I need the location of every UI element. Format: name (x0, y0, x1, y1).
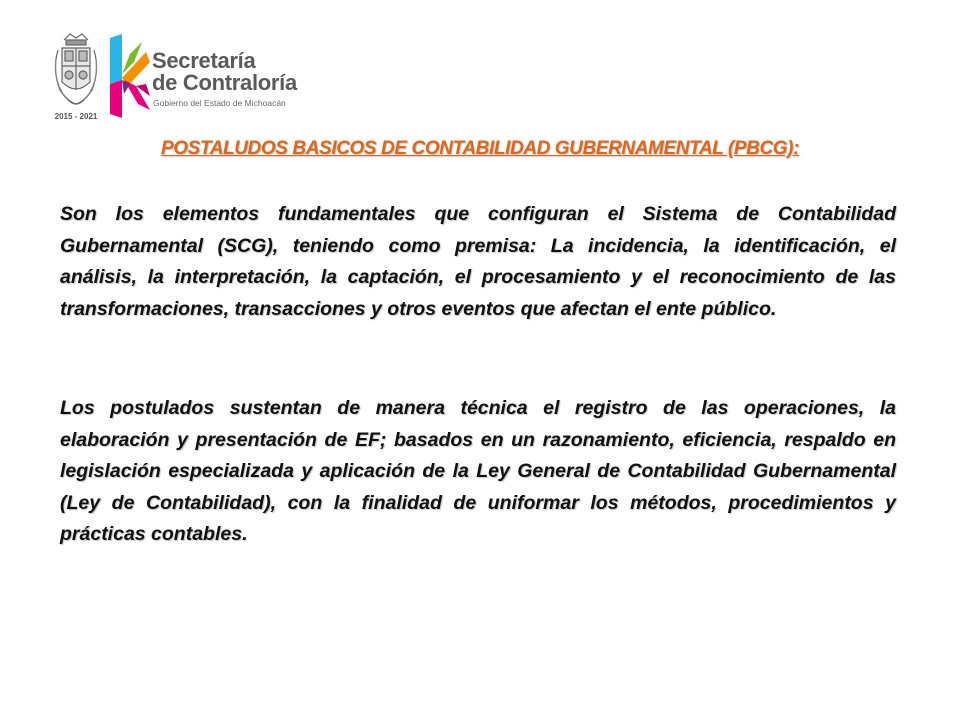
brand-name (152, 50, 297, 94)
paragraph-postulates: Los postulados sustentan de manera técnica el registro de las operaciones, la elaboración y presentación de EF; basados en un razonamiento, eficiencia, respaldo en legislación especializada y aplicación de la Ley General de Contabilidad Gubernamental (Ley de Contabilidad), con la finalidad de uniformar los métodos, procedimientos y prácticas contables. (60, 397, 896, 545)
page-title: POSTALUDOS BASICOS DE CONTABILIDAD GUBERNAMENTAL (PBCG): (160, 138, 800, 159)
brand-name-line-1: Secretaría (152, 48, 256, 73)
brand-name-line-2: de Contraloría (152, 70, 297, 95)
state-coat-of-arms-icon (50, 30, 102, 130)
paragraph-definition: Son los elementos fundamentales que configuran el Sistema de Contabilidad Gubernamental (SCG), teniendo como premisa: La incidencia, la identificación, el análisis, la interpretación, la captación, el procesamiento y el reconocimiento de las transformaciones, transacciones y otros eventos que afectan el ente público. (60, 203, 896, 320)
k-logo-icon (106, 34, 152, 118)
brand-subtitle: Gobierno del Estado de Michoacán (153, 98, 286, 108)
header-logo (50, 30, 310, 130)
crest-years-label: 2015 - 2021 (54, 112, 98, 121)
